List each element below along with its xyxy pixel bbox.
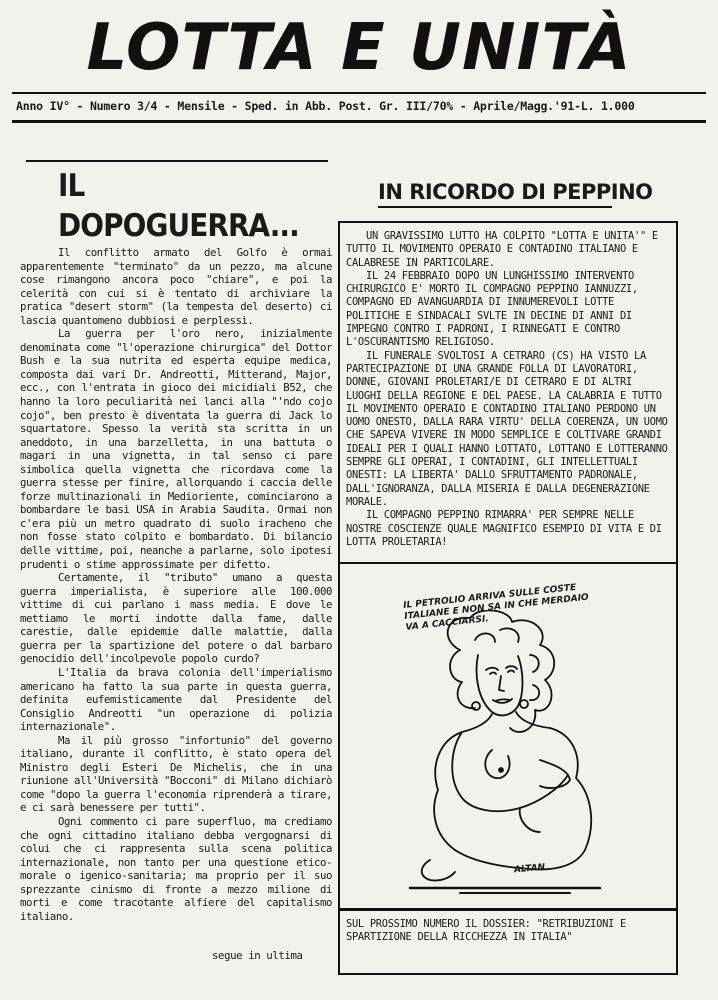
left-article-paragraph: L'Italia da brava colonia dell'imperialismo americano ha fatto la sua parte in questa guerra, definita eufemisticamente dal Presidente del Consiglio Andreotti "un operazione di polizia internazionale". [20, 665, 332, 734]
left-article-paragraph: La guerra per l'oro nero, inizialmente denominata come "l'operazione chirurgica" del Dottor Bush e la sua nutrita ed esperta equipe medica, composta dai vari Dr. Andreotti, Mitterand, Major, ecc., con l'entrata in gioco dei micidiali B52, che hanno la loro peculiarità nei lanci alla "'ndo cojo cojo", ben presto è diventata la guerra di Jack lo squartatore. Spesso la verità sta scritta in un aneddoto, in una barzelletta, in una battuta o magari in una vignetta, in tal senso ci pare simbolica quella vignetta che ricordava come la guerra stesse per finire, allorquando i caccia delle forze multinazionali in Medioriente, cominciarono a bombardare le basi USA in Arabia Saudita. Ormai non c'era più un metro quadrato di suolo iracheno che non fosse stato colpito e bombardato. Di bilancio delle vittime, poi, neanche a parlarne, solo ipotesi prudenti o stime approssimate per difetto. [20, 327, 332, 571]
cartoon-illustration [400, 610, 620, 900]
cartoon-signature: ALTAN [513, 862, 546, 876]
dossier-announcement: SUL PROSSIMO NUMERO IL DOSSIER: "RETRIBUZIONI E SPARTIZIONE DELLA RICCHEZZA IN ITALIA" [346, 918, 626, 944]
left-article-paragraph: Ogni commento ci pare superfluo, ma crediamo che ogni cittadino italiano debba vergognarsi di colui che ci rappresenta sulla scena politica internazionale, non tanto per una questione etico-morale o igenico-sanitaria; ma proprio per il suo sprezzante cinismo di fronte a mezzo milione di morti e come tracotante alfiere del capitalismo italiano. [20, 814, 332, 923]
left-article-body [20, 246, 332, 923]
continued-note: segue in ultima [212, 949, 303, 962]
cartoon-caption: IL PETROLIO ARRIVA SULLE COSTE ITALIANE E NON SA IN CHE MERDAIO VA A CACCIARSI. [402, 582, 590, 633]
memorial-paragraph: UN GRAVISSIMO LUTTO HA COLPITO "LOTTA E UNITA'" E TUTTO IL MOVIMENTO OPERAIO E CONTADINO ITALIANO E CALABRESE IN PARTICOLARE. [346, 230, 658, 269]
issue-info: Anno IV° - Numero 3/4 - Mensile - Sped. in Abb. Post. Gr. III/70% - Aprile/Magg.'91-L. 1.000 [16, 99, 635, 113]
left-article-paragraph: Ma il più grosso "infortunio" del governo italiano, durante il conflitto, è stato opera del Ministro degli Esteri De Michelis, che in una riunione all'Università "Bocconi" di Milano dichiarò come "dopo la guerra l'economia riprenderà a tirare, e ci sarà benessere per tutti". [20, 733, 332, 815]
memorial-article-body [346, 230, 668, 549]
left-article-paragraph: Il conflitto armato del Golfo è ormai apparentemente "terminato" da un pezzo, ma alcune cose rimangono ancora poco "chiare", e poi la celerità con cui si è tentato di archiviare la pratica "desert storm" (la tempesta del deserto) ci lascia quantomeno dubbiosi e perplessi. [20, 246, 332, 327]
left-headline-rule [26, 160, 328, 162]
memorial-paragraph: IL 24 FEBBRAIO DOPO UN LUNGHISSIMO INTERVENTO CHIRURGICO E' MORTO IL COMPAGNO PEPPINO IANNUZZI, COMPAGNO ED AVANGUARDIA DI INNUMEREVOLI LOTTE POLITICHE E SINDACALI SVLTE IN DECINE DI ANNI DI IMPEGNO CONTRO I PADRONI, I RINNEGATI E CONTRO L'OSCURANTISMO RELIGIOSO. [346, 269, 638, 349]
left-article-paragraph: Certamente, il "tributo" umano a questa guerra imperialista, è superiore alle 100.000 vittime di cui parlano i mass media. E dove le mettiamo le morti indotte dalla fame, dalle carestie, dalle epidemie dalle malattie, dalla guerra per la spartizione del potere o dal barbaro genocidio dell'incolpevole popolo curdo? [20, 571, 332, 666]
memorial-paragraph: IL FUNERALE SVOLTOSI A CETRARO (CS) HA VISTO LA PARTECIPAZIONE DI UNA GRANDE FOLLA DI LAVORATORI, DONNE, GIOVANI PROLETARI/E DI CETRARO E DI ALTRI LUOGHI DELLA REGIONE E DEL PAESE. LA CALABRIA E TUTTO IL MOVIMENTO OPERAIO E CONTADINO ITALIANO PERDONO UN UOMO ONESTO, DALLA RARA VIRTU' DELLA COERENZA, UN UOMO CHE SAPEVA VIVERE IN MODO SEMPLICE E COLTIVARE GRANDI IDEALI PER I QUALI HANNO LOTTATO, LOTTANO E LOTTERANNO SEMPRE GLI OPERAI, I CONTADINI, GLI INTELLETTUALI ONESTI: LA LIBERTA' DALLO SFRUTTAMENTO PADRONALE, DALL'IGNORANZA, DALLA MISERIA E DALLA DEGENERAZIONE MORALE. [346, 349, 668, 508]
right-headline-underline [378, 206, 612, 208]
masthead-rule-bottom [12, 120, 706, 123]
memorial-paragraph: IL COMPAGNO PEPPINO RIMARRA' PER SEMPRE NELLE NOSTRE COSCIENZE QUALE MAGNIFICO ESEMPIO DI VITA E DI LOTTA PROLETARIA! [346, 509, 662, 548]
left-headline: IL DOPOGUERRA... [58, 168, 299, 244]
masthead-rule-top [12, 92, 706, 94]
right-headline: IN RICORDO DI PEPPINO [378, 180, 653, 204]
masthead-title: LOTTA E UNITÀ [86, 11, 632, 85]
